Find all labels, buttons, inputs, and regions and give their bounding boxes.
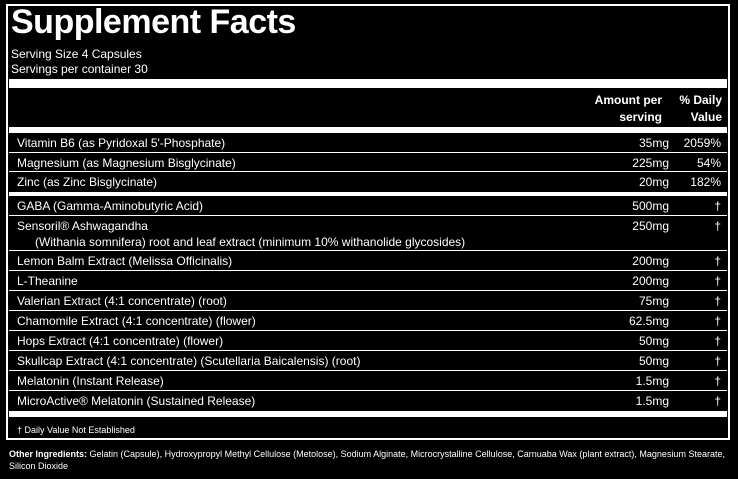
daily-value: † — [714, 354, 721, 368]
amount-per-serving: 500mg — [632, 199, 669, 213]
other-ingredients — [9, 448, 729, 472]
ingredient-name: Hops Extract (4:1 concentrate) (flower) — [17, 334, 224, 348]
table-row — [9, 351, 727, 371]
daily-value-footnote: † Daily Value Not Established — [17, 425, 135, 435]
table-row — [9, 251, 727, 271]
table-row — [9, 153, 727, 172]
daily-value: † — [714, 294, 721, 308]
ingredient-name: Valerian Extract (4:1 concentrate) (root) — [17, 294, 227, 308]
amount-per-serving: 200mg — [632, 274, 669, 288]
daily-value: † — [714, 314, 721, 328]
ingredient-name: Sensoril® Ashwagandha — [17, 219, 148, 233]
daily-value: † — [714, 334, 721, 348]
ingredient-name: Magnesium (as Magnesium Bisglycinate) — [17, 156, 236, 170]
daily-value: 54% — [696, 156, 721, 170]
ingredient-name-detail: (Withania somnifera) root and leaf extract (minimum 10% withanolide glycosides) — [35, 235, 466, 249]
thick-divider-vitamins — [9, 192, 727, 196]
daily-value: † — [714, 219, 721, 233]
amount-per-serving: 250mg — [632, 219, 669, 233]
ingredient-name: Vitamin B6 (as Pyridoxal 5'-Phosphate) — [17, 136, 226, 150]
amount-per-serving: 200mg — [632, 254, 669, 268]
amount-per-serving: 35mg — [638, 136, 669, 150]
daily-value: † — [714, 394, 721, 408]
amount-per-serving: 20mg — [638, 175, 669, 189]
amount-per-serving: 75mg — [638, 294, 669, 308]
dv-header-line2: Value — [690, 110, 722, 124]
daily-value: 2059% — [683, 136, 721, 150]
thick-divider-top — [9, 79, 727, 88]
daily-value: † — [714, 254, 721, 268]
ingredient-name: GABA (Gamma-Aminobutyric Acid) — [17, 199, 204, 213]
amount-per-serving: 50mg — [638, 334, 669, 348]
daily-value: † — [714, 199, 721, 213]
table-row — [9, 172, 727, 192]
other-ingredients-text: Gelatin (Capsule), Hydroxypropyl Methyl Cellulose (Metolose), Sodium Alginate, Microcrystalline Cellulose, Carnuaba Wax (plant extract), Magnesium Stearate, Silicon Dioxide — [9, 449, 725, 471]
ingredient-name: L-Theanine — [17, 274, 78, 288]
dv-header-line1: % Daily — [679, 93, 722, 107]
daily-value: † — [714, 274, 721, 288]
thick-divider-bottom — [9, 411, 727, 417]
daily-value: † — [714, 374, 721, 388]
other-ingredients-label: Other Ingredients: — [9, 449, 88, 459]
table-row — [9, 196, 727, 216]
ingredient-name: Zinc (as Zinc Bisglycinate) — [17, 175, 158, 189]
serving-size: Serving Size 4 Capsules — [11, 47, 142, 61]
table-row — [9, 311, 727, 331]
amount-per-serving: 50mg — [638, 354, 669, 368]
amount-per-serving: 62.5mg — [628, 314, 669, 328]
daily-value-header — [664, 92, 722, 126]
ingredient-name: Skullcap Extract (4:1 concentrate) (Scutellaria Baicalensis) (root) — [17, 354, 361, 368]
ingredient-name: Melatonin (Instant Release) — [17, 374, 164, 388]
panel-title: Supplement Facts — [11, 3, 296, 41]
ingredient-name: Chamomile Extract (4:1 concentrate) (flower) — [17, 314, 256, 328]
table-row — [9, 133, 727, 153]
table-row — [9, 371, 727, 391]
table-row — [9, 271, 727, 291]
ingredient-name: Lemon Balm Extract (Melissa Officinalis) — [17, 254, 233, 268]
table-row — [9, 216, 727, 251]
amount-per-serving: 1.5mg — [635, 394, 669, 408]
amount-per-serving: 225mg — [632, 156, 669, 170]
servings-per-container: Servings per container 30 — [11, 62, 148, 76]
daily-value: 182% — [690, 175, 721, 189]
amount-header-line2: serving — [619, 110, 662, 124]
table-row — [9, 391, 727, 411]
amount-header-line1: Amount per — [594, 93, 662, 107]
amount-per-serving-header — [560, 92, 662, 126]
ingredient-name: MicroActive® Melatonin (Sustained Release) — [17, 394, 256, 408]
amount-per-serving: 1.5mg — [635, 374, 669, 388]
table-row — [9, 291, 727, 311]
table-row — [9, 331, 727, 351]
